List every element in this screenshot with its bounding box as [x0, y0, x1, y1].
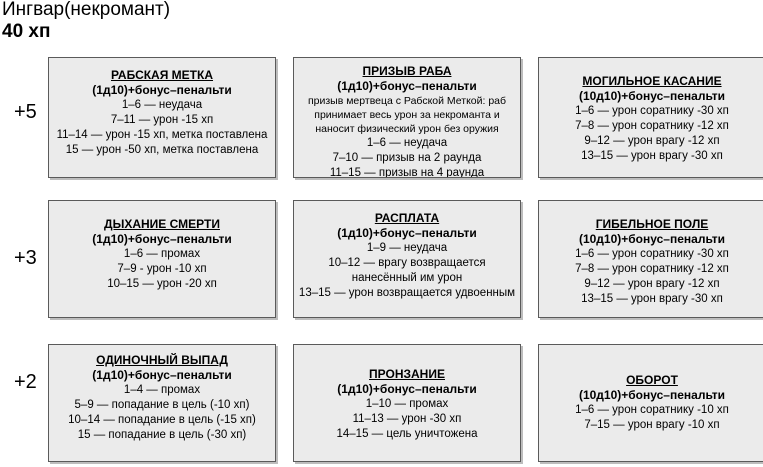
card-result-line: 11–14 — урон -15 хп, метка поставлена	[56, 129, 268, 141]
card-title: МОГИЛЬНОЕ КАСАНИЕ	[582, 74, 722, 88]
card-title: РАСПЛАТА	[374, 211, 440, 225]
skill-card	[48, 200, 276, 318]
skill-card	[538, 344, 763, 462]
card-title: ОБОРОТ	[626, 373, 678, 387]
card-title: ДЫХАНИЕ СМЕРТИ	[104, 217, 220, 231]
card-result-line: 7–15 — урон врагу -10 хп	[584, 419, 720, 431]
card-formula: (10д10)+бонус–пенальти	[578, 232, 726, 246]
card-formula: (1д10)+бонус–пенальти	[92, 232, 232, 246]
card-title: РАБСКАЯ МЕТКА	[110, 68, 214, 82]
card-result-line: 14–15 — цель уничтожена	[336, 428, 478, 440]
card-result-line: 1–6 — урон соратнику -30 хп	[575, 105, 729, 117]
card-result-line: 13–15 — урон врагу -30 хп	[581, 293, 723, 305]
card-result-line: 7–8 — урон соратнику -12 хп	[575, 263, 729, 275]
card-result-line: 9–12 — урон врагу -12 хп	[584, 278, 720, 290]
row-bonus: +3	[14, 247, 37, 269]
card-result-line: 1–6 — неудача	[121, 99, 203, 111]
card-formula: (10д10)+бонус–пенальти	[578, 89, 726, 103]
card-result-line: 13–15 — урон возвращается удвоенным	[298, 287, 516, 299]
card-result-line: 7–9 - урон -10 хп	[117, 263, 207, 275]
card-title: ГИБЕЛЬНОЕ ПОЛЕ	[595, 217, 709, 231]
skill-card	[293, 57, 521, 178]
card-result-line: 1–4 — промах	[123, 384, 201, 396]
character-hp: 40 хп	[2, 21, 51, 42]
skill-card	[538, 57, 763, 178]
card-formula: (1д10)+бонус–пенальти	[92, 83, 232, 97]
skill-card	[293, 200, 521, 318]
card-result-line: 7–10 — призыв на 2 раунда	[332, 152, 482, 164]
card-result-line: 15 — попадание в цель (-30 хп)	[77, 429, 247, 441]
card-title: ОДИНОЧНЫЙ ВЫПАД	[96, 353, 228, 367]
card-formula: (1д10)+бонус–пенальти	[337, 382, 477, 396]
card-result-line: 1–10 — промах	[365, 398, 449, 410]
card-result-line: 9–12 — урон врагу -12 хп	[584, 135, 720, 147]
card-title: ПРИЗЫВ РАБА	[362, 64, 452, 78]
card-result-line: 11–15 — призыв на 4 раунда	[329, 167, 485, 178]
skill-card	[293, 344, 521, 462]
skill-card	[538, 200, 763, 318]
card-description: призыв мертвеца с Рабской Меткой: раб принимает весь урон за некроманта и наносит физический урон без оружия	[307, 95, 507, 135]
card-result-line: 15 — урон -50 хп, метка поставлена	[65, 144, 259, 156]
card-result-line: 1–9 — неудача	[366, 242, 448, 254]
card-result-line: 13–15 — урон врагу -30 хп	[581, 150, 723, 162]
card-result-line: 10–12 — врагу возвращается нанесённый им урон	[328, 257, 486, 284]
card-result-line: 1–6 — урон соратнику -10 хп	[575, 404, 729, 416]
card-result-line: 7–8 — урон соратнику -12 хп	[575, 120, 729, 132]
card-result-line: 1–6 — урон соратнику -30 хп	[575, 248, 729, 260]
card-formula: (1д10)+бонус–пенальти	[92, 368, 232, 382]
card-result-line: 10–14 — попадание в цель (-15 хп)	[68, 414, 256, 426]
card-result-line: 11–13 — урон -30 хп	[352, 413, 462, 425]
skill-card	[48, 344, 276, 462]
card-formula: (1д10)+бонус–пенальти	[337, 226, 477, 240]
row-bonus: +5	[14, 101, 37, 123]
card-formula: (10д10)+бонус–пенальти	[578, 388, 726, 402]
card-result-line: 5–9 — попадание в цель (-10 хп)	[74, 399, 250, 411]
card-result-line: 1–6 — неудача	[366, 137, 448, 149]
card-result-line: 10–15 — урон -20 хп	[107, 278, 217, 290]
character-name: Ингвар(некромант)	[2, 0, 171, 20]
card-result-line: 7–11 — урон -15 хп	[110, 114, 214, 126]
card-title: ПРОНЗАНИЕ	[369, 367, 445, 381]
card-formula: (1д10)+бонус–пенальти	[337, 79, 477, 93]
row-bonus: +2	[14, 371, 37, 393]
card-result-line: 1–6 — промах	[123, 248, 201, 260]
skill-card	[48, 57, 276, 178]
